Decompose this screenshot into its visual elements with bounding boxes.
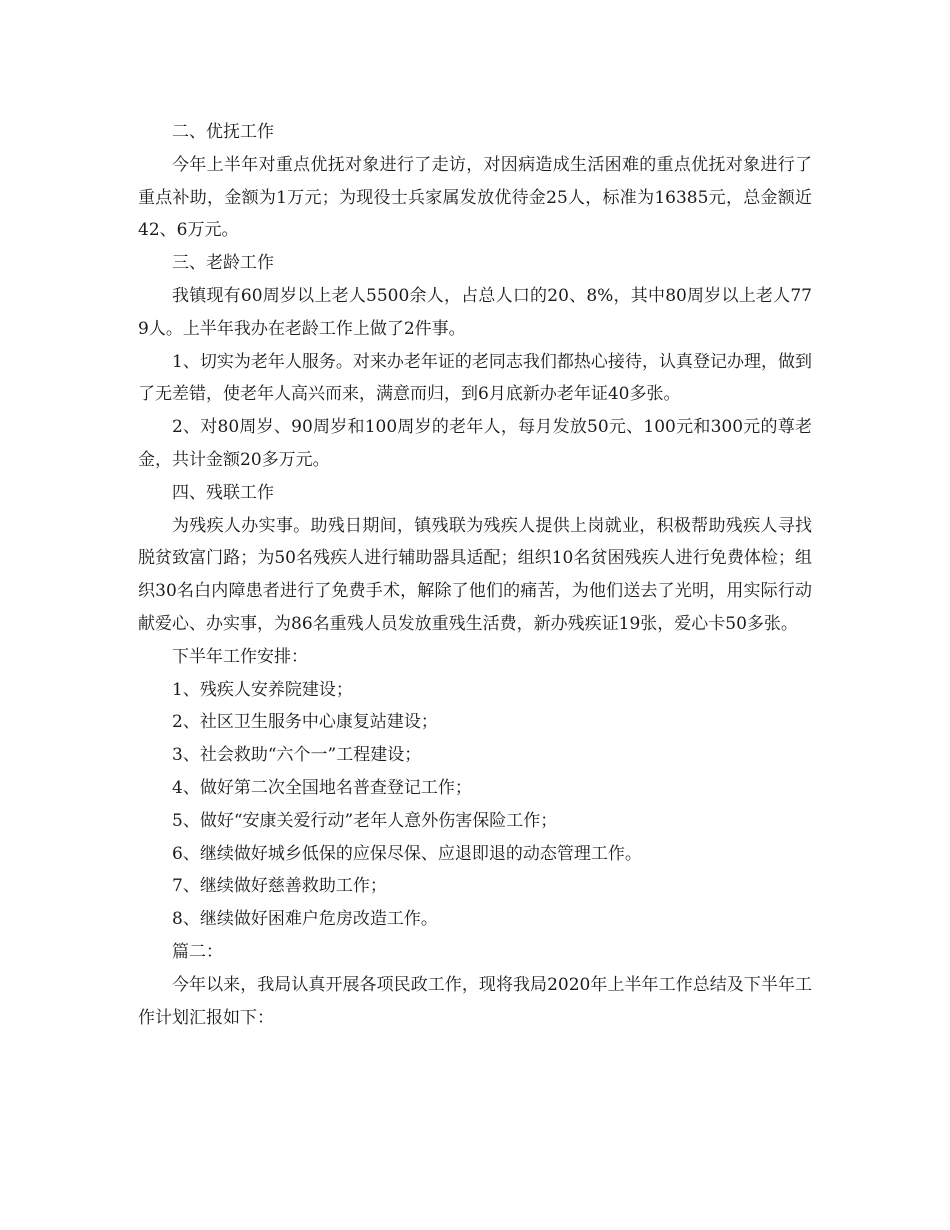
plan-item: 3、社会救助“六个一”工程建设； xyxy=(172,745,422,766)
section-heading-youfu: 二、优抚工作 xyxy=(172,122,274,142)
section-heading-canlian: 四、残联工作 xyxy=(172,482,274,503)
plan-heading: 下半年工作安排： xyxy=(172,646,308,667)
paragraph: 2、对80周岁、90周岁和100周岁的老年人，每月发放50元、100元和300元的尊老金，共计金额20多万元。 xyxy=(138,417,812,470)
paragraph: 为残疾人办实事。助残日期间，镇残联为残疾人提供上岗就业，积极帮助残疾人寻找脱贫致富门路；为50名残疾人进行辅助器具适配；组织10名贫困残疾人进行免费体检；组织30名白内障患者进行了免费手术，解除了他们的痛苦，为他们送去了光明，用实际行动献爱心、办实事，为86名重残人员发放重残生活费，新办残疾证19张，爱心卡50多张。 xyxy=(138,515,812,634)
plan-item: 5、做好“安康关爱行动”老年人意外伤害保险工作； xyxy=(172,810,558,831)
paragraph: 今年上半年对重点优抚对象进行了走访，对因病造成生活困难的重点优抚对象进行了重点补助，金额为1万元；为现役士兵家属发放优待金25人，标准为16385元，总金额近42、6万元。 xyxy=(138,154,812,241)
plan-item: 8、继续做好困难户危房改造工作。 xyxy=(172,909,438,930)
section-heading-laoling: 三、老龄工作 xyxy=(172,253,274,274)
part-heading: 篇二： xyxy=(172,941,223,962)
paragraph: 1、切实为老年人服务。对来办老年证的老同志我们都热心接待，认真登记办理，做到了无差错，使老年人高兴而来，满意而归，到6月底新办老年证40多张。 xyxy=(138,351,812,405)
document-body xyxy=(138,116,812,1034)
paragraph: 我镇现有60周岁以上老人5500余人，占总人口的20、8%，其中80周岁以上老人779人。上半年我办在老龄工作上做了2件事。 xyxy=(138,285,812,339)
plan-item: 7、继续做好慈善救助工作； xyxy=(172,876,387,897)
plan-item: 4、做好第二次全国地名普查登记工作； xyxy=(172,777,472,798)
plan-item: 6、继续做好城乡低保的应保尽保、应退即退的动态管理工作。 xyxy=(172,843,642,864)
plan-item: 1、残疾人安养院建设； xyxy=(172,679,353,700)
paragraph: 今年以来，我局认真开展各项民政工作，现将我局2020年上半年工作总结及下半年工作计划汇报如下： xyxy=(138,974,812,1028)
plan-item: 2、社区卫生服务中心康复站建设； xyxy=(172,712,438,733)
